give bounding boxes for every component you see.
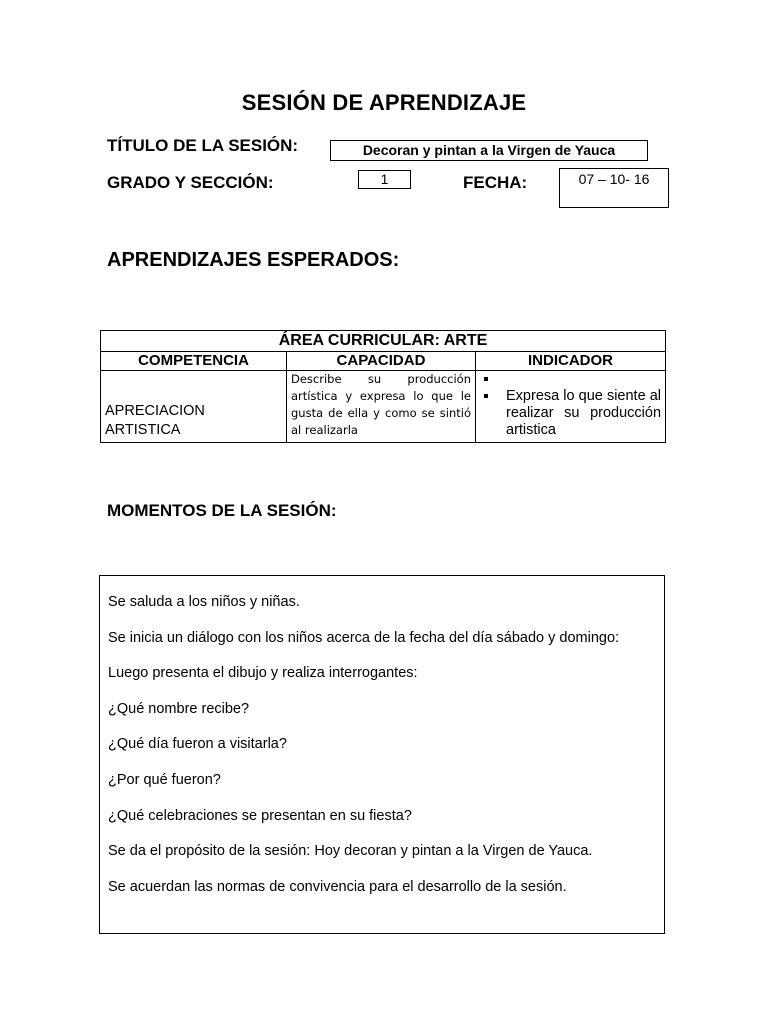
competencia-line: ARTISTICA (105, 422, 181, 438)
competencia-line: APRECIACION (105, 403, 205, 419)
moment-item: Se acuerdan las normas de convivencia para el desarrollo de la sesión. (108, 878, 567, 895)
document-title: SESIÓN DE APRENDIZAJE (241, 90, 527, 115)
moments-heading: MOMENTOS DE LA SESIÓN: (107, 501, 337, 520)
moment-item: ¿Qué día fueron a visitarla? (108, 736, 287, 753)
grade-label: GRADO Y SECCIÓN: (107, 173, 274, 192)
grade-value: 1 (358, 170, 411, 189)
moment-item: Se saluda a los niños y niñas. (108, 594, 300, 610)
moment-item: Se inicia un diálogo con los niños acerca de la fecha del día sábado y domingo: (108, 629, 620, 646)
area-header-row (101, 331, 666, 352)
column-header-competencia: COMPETENCIA (101, 352, 287, 371)
indicator-text: Expresa lo que siente al realizar su producción artistica (506, 388, 662, 438)
moment-item: ¿Por qué fueron? (108, 771, 221, 788)
session-title-value: Decoran y pintan a la Virgen de Yauca (330, 140, 648, 161)
capacidad-cell: Describe su producción artística y expresa lo que le gusta de ella y como se sintió al realizarla (287, 371, 476, 443)
session-title-label: TÍTULO DE LA SESIÓN: (107, 136, 299, 155)
moment-item: Luego presenta el dibujo y realiza interrogantes: (108, 665, 418, 682)
table-row (101, 371, 666, 443)
curricular-table (100, 330, 666, 443)
indicator-item-empty (480, 371, 661, 388)
indicator-list (480, 371, 661, 439)
column-header-capacidad: CAPACIDAD (287, 352, 476, 371)
date-label: FECHA: (463, 173, 528, 192)
column-header-row (101, 352, 666, 371)
expected-learning-heading: APRENDIZAJES ESPERADOS: (107, 249, 400, 271)
moments-box (99, 575, 665, 934)
indicador-cell (476, 371, 666, 443)
date-value: 07 – 10- 16 (559, 168, 669, 208)
moment-item: ¿Qué celebraciones se presentan en su fiesta? (108, 807, 412, 824)
moment-item: Se da el propósito de la sesión: Hoy decoran y pintan a la Virgen de Yauca. (108, 843, 593, 860)
moment-item: ¿Qué nombre recibe? (108, 700, 250, 717)
area-header: ÁREA CURRICULAR: ARTE (101, 331, 666, 352)
column-header-indicador: INDICADOR (476, 352, 666, 371)
competencia-cell (101, 371, 287, 443)
indicator-item (480, 388, 661, 439)
